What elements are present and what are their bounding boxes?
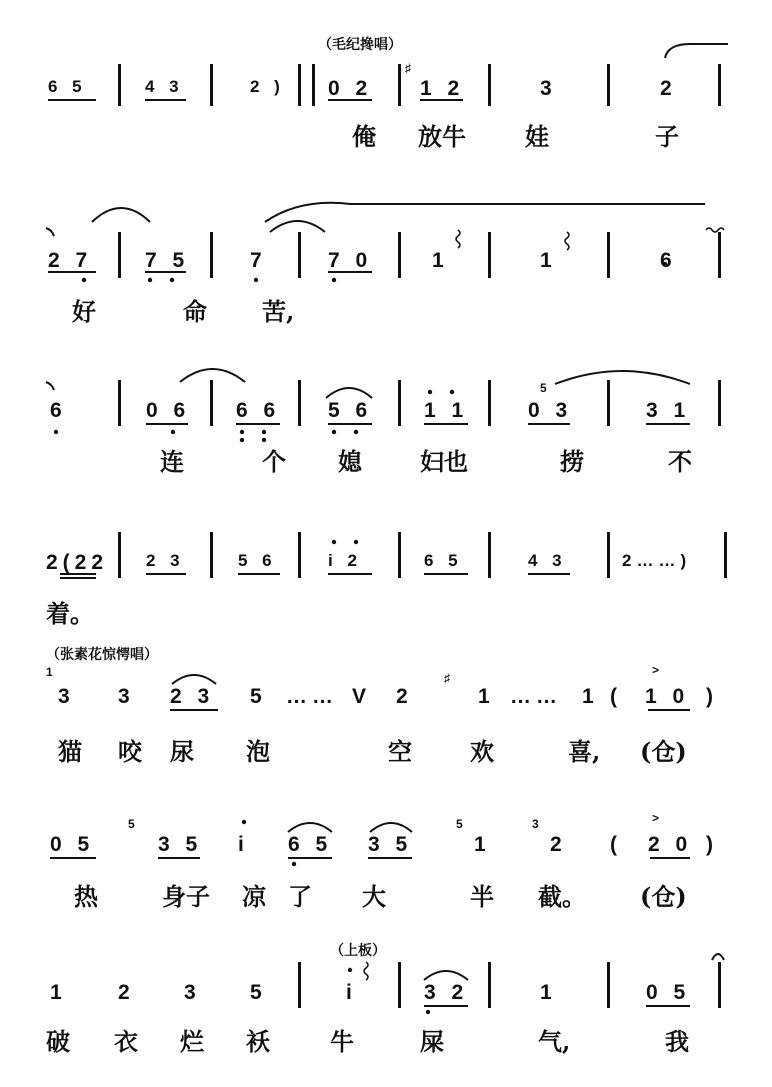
notation-cell: 4 3: [528, 551, 567, 570]
notation-cell: 7: [250, 249, 267, 272]
octave-dot: [262, 438, 266, 442]
lyric: 热: [74, 882, 98, 911]
barline: [298, 64, 301, 106]
notation-cell: 3: [540, 77, 557, 100]
octave-dot: [148, 278, 152, 282]
sharp-mark: ♯: [405, 61, 411, 75]
octave-dot: [240, 430, 244, 434]
notation-cell: 6 5: [288, 833, 333, 856]
lyric: 破: [46, 1027, 70, 1056]
barline: [607, 64, 610, 106]
octave-dot: [262, 430, 266, 434]
lyric: 媳: [338, 447, 362, 476]
notation-cell: i 2: [328, 551, 362, 570]
lyric: 俺: [352, 122, 376, 151]
notation-cell: 3 5: [158, 833, 203, 856]
notation-cell: 5 6: [238, 551, 277, 570]
notation-cell: 1: [432, 249, 449, 272]
accent-mark: >: [652, 663, 660, 677]
notation-cell: 2: [396, 685, 413, 708]
tie: [665, 44, 728, 58]
barline: [718, 380, 721, 426]
grace-note: 1: [46, 665, 53, 679]
octave-dot: [426, 1010, 430, 1014]
tie: [46, 382, 54, 390]
lyric: 着。: [46, 599, 94, 628]
lyric: 截。: [538, 882, 586, 911]
slur: [288, 823, 332, 832]
notation-cell: V: [352, 685, 372, 708]
lyric: 放牛: [418, 122, 466, 151]
notation-cell: 3: [184, 981, 201, 1004]
lyric: 屎: [420, 1027, 444, 1056]
octave-dot: [332, 278, 336, 282]
notation-cell: 1: [50, 981, 67, 1004]
slur: [326, 388, 372, 398]
notation-cell: 3 2: [424, 981, 469, 1004]
notation-cell: (: [610, 833, 622, 856]
lyric: 牛: [330, 1027, 354, 1056]
octave-dot: [450, 390, 454, 394]
barline: [718, 64, 721, 106]
slur: [555, 371, 690, 384]
notation-cell: 3 1: [646, 399, 691, 422]
notation-cell: 5: [250, 981, 267, 1004]
glissando-mark: [456, 230, 460, 248]
lyric: 我: [665, 1027, 689, 1056]
lyric: 娃: [525, 122, 549, 151]
lyric: (仓): [640, 737, 687, 766]
trill-mark: [706, 228, 724, 232]
grace-note: 5: [456, 817, 463, 831]
notation-cell: 5: [250, 685, 267, 708]
slur: [92, 208, 150, 222]
notation-cell: ): [706, 685, 718, 708]
performer-note: （张素花惊愕唱）: [46, 647, 158, 663]
octave-dot: [242, 820, 246, 824]
notation-cell: 2 0: [648, 833, 693, 856]
barline: [210, 64, 213, 106]
accent-mark: >: [652, 811, 660, 825]
octave-dot: [170, 278, 174, 282]
barline: [488, 232, 491, 278]
notation-cell: 6: [50, 399, 67, 422]
lyric: 咬: [118, 737, 142, 766]
barline: [398, 532, 401, 578]
notation-cell: 4 3: [145, 77, 184, 96]
section-note: （上板）: [330, 943, 386, 959]
lyric: 半: [470, 882, 494, 911]
notation-cell: (: [610, 685, 622, 708]
slur: [424, 971, 468, 980]
barline: [298, 962, 301, 1008]
lyric: 尿: [170, 737, 194, 766]
slur: [270, 221, 325, 232]
lyric: 个: [262, 447, 286, 476]
notation-cell: 1 0: [645, 685, 690, 708]
notation-cell: 0 3: [528, 399, 573, 422]
barline: [118, 232, 121, 278]
octave-dot: [428, 390, 432, 394]
notation-cell: i: [238, 833, 249, 856]
lyric: 衣: [114, 1027, 138, 1056]
octave-dot: [348, 968, 352, 972]
barline: [607, 232, 610, 278]
notation-cell: 1 2: [420, 77, 465, 100]
barline: [298, 532, 301, 578]
notation-cell: 0 5: [646, 981, 691, 1004]
barline: [398, 380, 401, 426]
octave-dot: [292, 862, 296, 866]
barline: [398, 232, 401, 278]
lyric: (仓): [640, 882, 687, 911]
barline: [488, 532, 491, 578]
barline: [118, 532, 121, 578]
notation-cell: 2 3: [146, 551, 185, 570]
octave-dot: [171, 430, 175, 434]
barline: [607, 380, 610, 426]
barline: [718, 232, 721, 278]
barline: [724, 532, 727, 578]
lyric: 空: [388, 737, 412, 766]
lyric: 妇也: [420, 447, 468, 476]
notation-cell: 2 3: [170, 685, 215, 708]
notation-cell: 2: [660, 77, 677, 100]
tie: [46, 228, 54, 236]
lyric: 猫: [58, 737, 82, 766]
barline: [398, 64, 401, 106]
barline: [312, 64, 315, 106]
lyric: 连: [160, 447, 184, 476]
notation-cell: 1: [540, 981, 557, 1004]
notation-cell: 6 5: [48, 77, 87, 96]
lyric: 欢: [470, 737, 494, 766]
tie: [265, 203, 705, 222]
notation-cell: 2(22: [46, 551, 109, 574]
notation-cell: 0 2: [328, 77, 373, 100]
slur: [172, 675, 216, 684]
notation-cell: 3: [118, 685, 135, 708]
notation-cell: 2: [550, 833, 567, 856]
notation-cell: 6 5: [424, 551, 463, 570]
lyric: 烂: [180, 1027, 204, 1056]
grace-note: 5: [540, 381, 547, 395]
notation-cell: 5 6: [328, 399, 373, 422]
lyric: 袄: [246, 1027, 270, 1056]
notation-cell: 1: [582, 685, 599, 708]
lyric: 好: [72, 297, 96, 326]
lyric: 了: [288, 882, 312, 911]
notation-cell: 6: [660, 249, 677, 272]
notation-cell: 2 7: [48, 249, 93, 272]
lyric: 喜,: [568, 737, 601, 766]
octave-dot: [54, 430, 58, 434]
barline: [488, 64, 491, 106]
notation-cell: 3 5: [368, 833, 413, 856]
lyric: 身子: [162, 882, 210, 911]
barline: [488, 962, 491, 1008]
notation-cell: 1: [474, 833, 491, 856]
notation-cell: 7 5: [145, 249, 190, 272]
glissando-mark: [364, 962, 368, 980]
notation-cell: ……: [286, 685, 338, 708]
grace-note: 5: [128, 817, 135, 831]
lyric: 不: [668, 447, 692, 476]
fermata-mark: [712, 954, 724, 960]
barline: [718, 962, 721, 1008]
notation-cell: 6 6: [236, 399, 281, 422]
notation-cell: 2……): [622, 551, 692, 570]
notation-cell: 2 ): [250, 77, 285, 96]
lyric: 子: [655, 122, 679, 151]
octave-dot: [82, 278, 86, 282]
performer-note: （毛纪搀唱）: [318, 37, 402, 53]
notation-cell: 0 5: [50, 833, 95, 856]
lyric: 泡: [246, 737, 270, 766]
barline: [607, 532, 610, 578]
octave-dot: [354, 430, 358, 434]
lyric: 大: [362, 882, 386, 911]
barline: [488, 380, 491, 426]
notation-cell: 0 6: [146, 399, 191, 422]
octave-dot: [354, 540, 358, 544]
notation-cell: 1: [478, 685, 495, 708]
octave-dot: [332, 430, 336, 434]
barline: [210, 380, 213, 426]
barline: [298, 380, 301, 426]
notation-cell: 1 1: [424, 399, 469, 422]
lyric: 苦,: [262, 297, 295, 326]
barline: [210, 232, 213, 278]
barline: [118, 64, 121, 106]
octave-dot: [240, 438, 244, 442]
notation-cell: ): [706, 833, 718, 856]
glissando-mark: [565, 232, 569, 250]
grace-note: 3: [532, 817, 539, 831]
barline: [118, 380, 121, 426]
octave-dot: [254, 278, 258, 282]
notation-cell: ……: [510, 685, 562, 708]
notation-cell: i: [346, 981, 357, 1004]
notation-cell: 1: [540, 249, 557, 272]
barline: [298, 232, 301, 278]
notation-cell: 7 0: [328, 249, 373, 272]
sharp-mark: ♯: [444, 671, 450, 685]
barline: [398, 962, 401, 1008]
notation-cell: 2: [118, 981, 135, 1004]
barline: [210, 532, 213, 578]
notation-cell: 3: [58, 685, 75, 708]
lyric: 气,: [538, 1027, 571, 1056]
lyric: 捞: [560, 447, 584, 476]
barline: [607, 962, 610, 1008]
lyric: 命: [183, 297, 207, 326]
octave-dot: [332, 540, 336, 544]
lyric: 凉: [242, 882, 266, 911]
slur: [370, 823, 412, 832]
